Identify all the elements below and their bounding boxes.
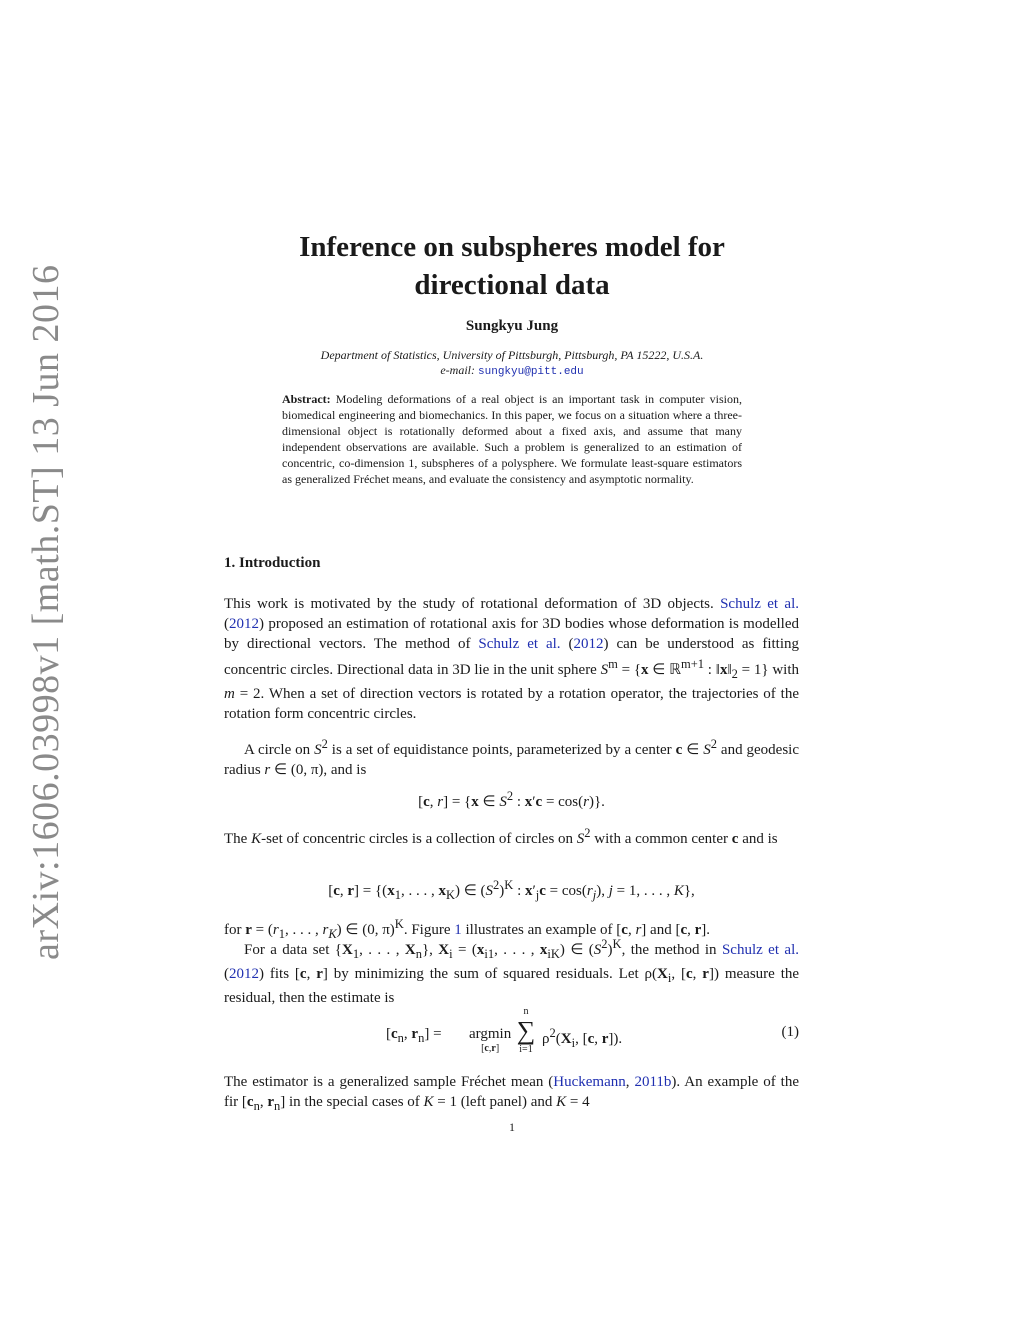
figure-reference[interactable]: 1	[454, 922, 462, 938]
author-name: Sungkyu Jung	[465, 318, 559, 334]
email-link[interactable]: sungkyu@pitt.edu	[478, 366, 584, 378]
citation-huckemann[interactable]: Huckemann	[553, 1074, 626, 1090]
citation-schulz-year[interactable]: 2012	[229, 616, 259, 632]
title-line-1: Inference on subspheres model for	[299, 231, 725, 263]
equation-number: (1)	[781, 1024, 799, 1040]
paper-title	[200, 228, 824, 304]
paragraph-estimator: The estimator is a generalized sample Fréchet mean (Huckemann, 2011b). An example of the fir [$c_n$, $r_n$] in the special cases of K = 1 (left panel) and K = 4	[224, 1074, 799, 1113]
equation-1	[224, 1006, 799, 1062]
paragraph-kset: The K-set of concentric circles is a collection of circles on $S^2$ with a common center c and is	[224, 826, 778, 847]
equation-1-sum: n ∑ i=1	[516, 1006, 536, 1055]
equation-kset: [c, $r] = \{(x_1$, . . . , $x_K$) ∈ $(S^2)^K$ : $x'_jc = \cos(r_j)$, j = 1, . . . , K},	[328, 878, 695, 902]
equation-1-lhs: [$c_n$, $r_n$] =	[386, 1026, 442, 1045]
paragraph-intro: This work is motivated by the study of rotational deformation of 3D objects. Schulz et al. (2012) proposed an estimation of rotational axis for 3D bodies whose deformation is modelled by directional vectors. The method of Schulz et al. (2012) can be understood as fitting concentric circles. Directional data in 3D lie in the unit sphere $S^m = \{x$ ∈ ℝ$^{m+1}$ : $‖x‖_2 = 1$} with m = 2. When a set of direction vectors is rotated by a rotation operator, the trajectories of the rotation form concentric circles.	[224, 596, 800, 722]
arxiv-side-stamp: arXiv:1606.03998v1 [math.ST] 13 Jun 2016	[25, 264, 67, 960]
affiliation: Department of Statistics, University of Pittsburgh, Pittsburgh, PA 15222, U.S.A.	[320, 348, 704, 362]
abstract-label: Abstract:	[282, 392, 331, 406]
email-label: e-mail:	[440, 363, 476, 377]
paragraph-dataset: For a data set {$X_1$, . . . , $X_n$}, $X_i = (x_{i1}$, . . . , $x_{iK}$) ∈ $(S^2)^K$, the method in Schulz et al. (2012) fits [c, r] by minimizing the sum of squared residuals. Let $\rho(X_i$, [c, r]) measure the residual, then the estimate is	[224, 937, 800, 1006]
abstract-text: Modeling deformations of a real object is an important task in computer vision, biomedical engineering and biomechanics. In this paper, we focus on a situation where a three-dimensional object is rotationally deformed about a fixed axis, and assume that many independent observations are available. Such a problem is generalized to an estimation of concentric, co-dimension 1, subspheres of a polysphere. We formulate least-square estimators as generalized Fréchet means, and evaluate the consistency and asymptotic normality.	[282, 392, 742, 486]
paragraph-figure: for $r = (r_1$, . . . , $r_K$) ∈ (0, π)$^K$. Figure 1 illustrates an example of [c, r] and [c, r].	[224, 917, 711, 941]
equation-circle: [c, r] = {x ∈ $S^2$ : x′c = cos(r)}.	[418, 789, 605, 810]
citation-schulz-3[interactable]: Schulz et al.	[721, 942, 799, 958]
abstract	[282, 391, 742, 487]
citation-schulz-2a[interactable]: Schulz	[478, 636, 520, 652]
email-line	[200, 363, 824, 378]
citation-schulz[interactable]: Schulz et al.	[720, 596, 799, 612]
page-number: 1	[509, 1120, 515, 1134]
citation-huckemann-year[interactable]: 2011b	[634, 1074, 672, 1090]
equation-1-rhs: $\rho^2(X_i$, [c, r]).	[542, 1026, 623, 1050]
section-heading: 1. Introduction	[224, 555, 321, 571]
citation-schulz-2-year[interactable]: 2012	[573, 636, 604, 652]
paragraph-circle: A circle on $S^2$ is a set of equidistance points, parameterized by a center c ∈ $S^2$ and geodesic radius r ∈ (0, π), and is	[224, 737, 800, 778]
equation-1-argmin: argmin [c,r]	[469, 1026, 512, 1054]
title-line-2: directional data	[414, 269, 610, 301]
citation-schulz-2b[interactable]: et al.	[527, 636, 561, 652]
citation-schulz-3-year[interactable]: 2012	[229, 966, 259, 982]
